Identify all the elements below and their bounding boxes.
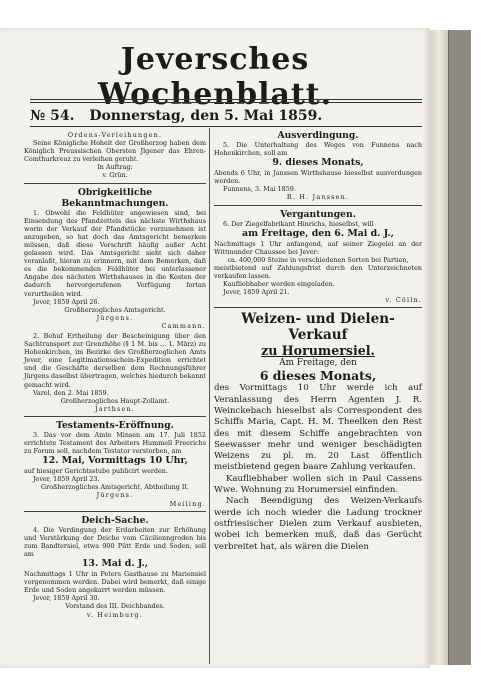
weizen-heading: Weizen- und Dielen-Verkauf [241, 311, 395, 344]
aus-place: Funnens, 3. Mai 1859. [223, 185, 296, 194]
verg-text-2: Nachmittags 1 Uhr anfangend, auf seiner Ziegelei an der Wittmunder Chaussee bei Jever: [214, 239, 422, 256]
weizen-text-2: Kaufliebhaber wollen sich in Paul Cassens Wwe. Wohnung zu Horumersiel einfinden. [214, 473, 422, 496]
obr1-court: Großherzogliches Amtsgericht. [64, 305, 166, 314]
verg-place: Jever, 1859 April 21. [223, 288, 290, 297]
weizen-text: des Vormittags 10 Uhr werde ich auf Veranlassung des Herrn Agenten J. R. Weinckebach hieselbst als Correspondent des Schiffs Maria, Capt. H. M. Theelken den Rest des mit diesem Schiffe angebrachten von Seewasser mehr und weniger beschädigten Weizens zu pl. m. 20 Last öffentlich meistbietend gegen baare Zahlung verkaufen. [214, 383, 422, 473]
separator [24, 416, 206, 417]
aus-text-2: Abends 6 Uhr, in Janssen Wirthshause hieselbst ausverdungen werden. [214, 169, 422, 186]
obr1-signature-2: Cammann. [161, 321, 206, 330]
aus-heading: Ausverdingung. [277, 130, 359, 141]
aus-date: 9. dieses Monats, [272, 157, 364, 169]
deich-heading: Deich-Sache. [81, 514, 149, 526]
orden-text: Seine Königliche Hoheit der Großherzog haben dem Königlich Preussischen Obersten Jlgener das Ehren-Comthurkreuz zu verleihen geruht. [24, 139, 206, 164]
deich-signature: v. Heimburg. [86, 610, 144, 619]
aus-signature: R. H. Janssen. [286, 193, 350, 202]
issue-line [30, 108, 422, 124]
deich-office: Vorstand des III. Deichbandes. [65, 602, 165, 611]
testament-text: 3. Das vor dem Amte Minsen am 17. Juli 1852 errichtete Testament des Arbeiters Hummell Freerichs zu Forum soll, nachdem Testator verstorben, am [24, 430, 206, 456]
orden-heading: Ordens-Verleihungen. [67, 131, 163, 139]
left-column [24, 128, 206, 619]
deich-text-2: Nachmittags 1 Uhr in Peters Gasthause zu Mariensiel vorgenommen werden. Dabei wird bemerkt, daß einige Erde und Soden angekarrt werden müssen. [24, 570, 206, 595]
obr2-signature: Jarthsen. [94, 404, 136, 413]
testament-signature-2: Meiling. [169, 499, 206, 508]
verg-items: ca. 400,000 Steine in verschiedenen Sorten bei Partien, [227, 255, 409, 264]
aus-text: 5. Die Unterhaltung des Weges von Funnens nach Hohenkirchen, soll am [214, 141, 422, 158]
issue-rule [30, 126, 422, 127]
obr-heading: Obrigkeitliche Bekanntmachungen. [61, 186, 169, 209]
issue-number: № 54. [30, 108, 75, 124]
newspaper-page [0, 28, 430, 668]
obr1-signature: Jürgens. [96, 313, 134, 322]
obr2-office: Großherzogliches Haupt-Zollamt. [60, 396, 170, 405]
right-column [214, 128, 422, 553]
obr1-text: 1. Obwohl die Feldhüter angewiesen sind, bei Einsendung des Pfandzettels das nächste Wirthshaus worin der Verkauf der Pfandstücke vorzunehmen ist anzugeben, so hat doch das Amtsgericht bemerken müssen, daß diese Vorschrift häufig außer Acht gelassen wird. Das Amtsgericht sieht sich daher veranlaßt, hieran zu erinnern, mit dem Bemerken, daß es die bekommenden Feldhüter bei unterlassener Angabe des nächsten Wirthshauses in die Kosten der dadurch hervorgerufenen Verfügung fortan verurtheilen wird. [24, 208, 206, 298]
masthead-rule [30, 99, 422, 100]
testament-court: Großherzogliches Amtsgericht, Abtheilung II. [41, 483, 189, 492]
separator [24, 183, 206, 184]
separator [214, 307, 422, 308]
weizen-body [214, 383, 422, 552]
deich-text: 4. Die Verdingung der Erdarbeiten zur Erhöhung und Verstärkung der Deiche vom Cäcilienngroden bis zum Bandtersiel, etwa 900 Pütt Erde und Soden, soll am [24, 525, 206, 558]
verg-heading: Vergantungen. [280, 208, 356, 220]
column-divider [209, 128, 210, 664]
verg-signature: v. Cölln. [385, 296, 422, 305]
testament-signature: Jürgens. [96, 491, 134, 500]
deich-place: Jever, 1859 April 30. [33, 594, 100, 603]
weizen-am: Am Freitage, den [279, 358, 357, 369]
obr1-date: Jever, 1859 April 26. [33, 297, 100, 306]
obr2-text: 2. Behuf Ertheilung der Bescheinigung über den Sachtransport zur Grenzhöhe (§ 1 M. bis ... 1. März) zu Hohenkirchen, im Bezirke des Großherzoglichen Amts Jever, eine Legitimationsschein-Expedition errichtet und die Geschäfte derselben dem Rechnungsführer Jürgens daselbst übertragen, welches hiedurch bekannt gemacht wird. [24, 331, 206, 389]
verg-date: am Freitage, den 6. Mai d. J., [242, 227, 394, 239]
verg-text: 6. Der Ziegelfabrikant Hinrichs, hieselbst, will [223, 219, 374, 228]
masthead-rule-2 [30, 102, 422, 103]
testament-datetime: 12. Mai, Vormittags 10 Uhr, [42, 455, 188, 467]
testament-heading: Testaments-Eröffnung. [56, 419, 174, 431]
testament-text-2: auf hiesiger Gerichtsstube publicirt werden. [24, 467, 168, 476]
weizen-date: 6 dieses Monats, [259, 368, 377, 384]
separator [24, 511, 206, 512]
issue-date: Donnerstag, den 5. Mai 1859. [89, 108, 323, 124]
testament-date: Jever, 1859 April 23. [33, 475, 100, 484]
masthead: Jeversches Wochenblatt. [97, 42, 333, 112]
weizen-text-3: Nach Beendigung des Weizen-Verkaufs werde ich noch wieder die Ladung trockner ostfriesischer Dielen zum Verkauf ausbieten, wobei ich bemerken muß, daß das Gerücht verbreitet hat, als wären die Dielen [214, 496, 422, 552]
weizen-place: zu Horumersiel. [261, 343, 375, 359]
deich-date: 13. Mai d. J., [81, 558, 149, 570]
obr2-date: Varel, den 2. Mai 1859. [33, 388, 109, 397]
separator [214, 205, 422, 206]
orden-signature: v. Grün. [102, 171, 128, 180]
verg-invite: Kaufliebhaber werden eingeladen. [223, 280, 335, 289]
book-cover-edge [448, 30, 471, 665]
orden-auftrag: In Auftrag: [97, 163, 133, 172]
verg-text-3: meistbietend auf Zahlungsfrist durch den Unterzeichneten verkaufen lassen. [214, 263, 422, 281]
